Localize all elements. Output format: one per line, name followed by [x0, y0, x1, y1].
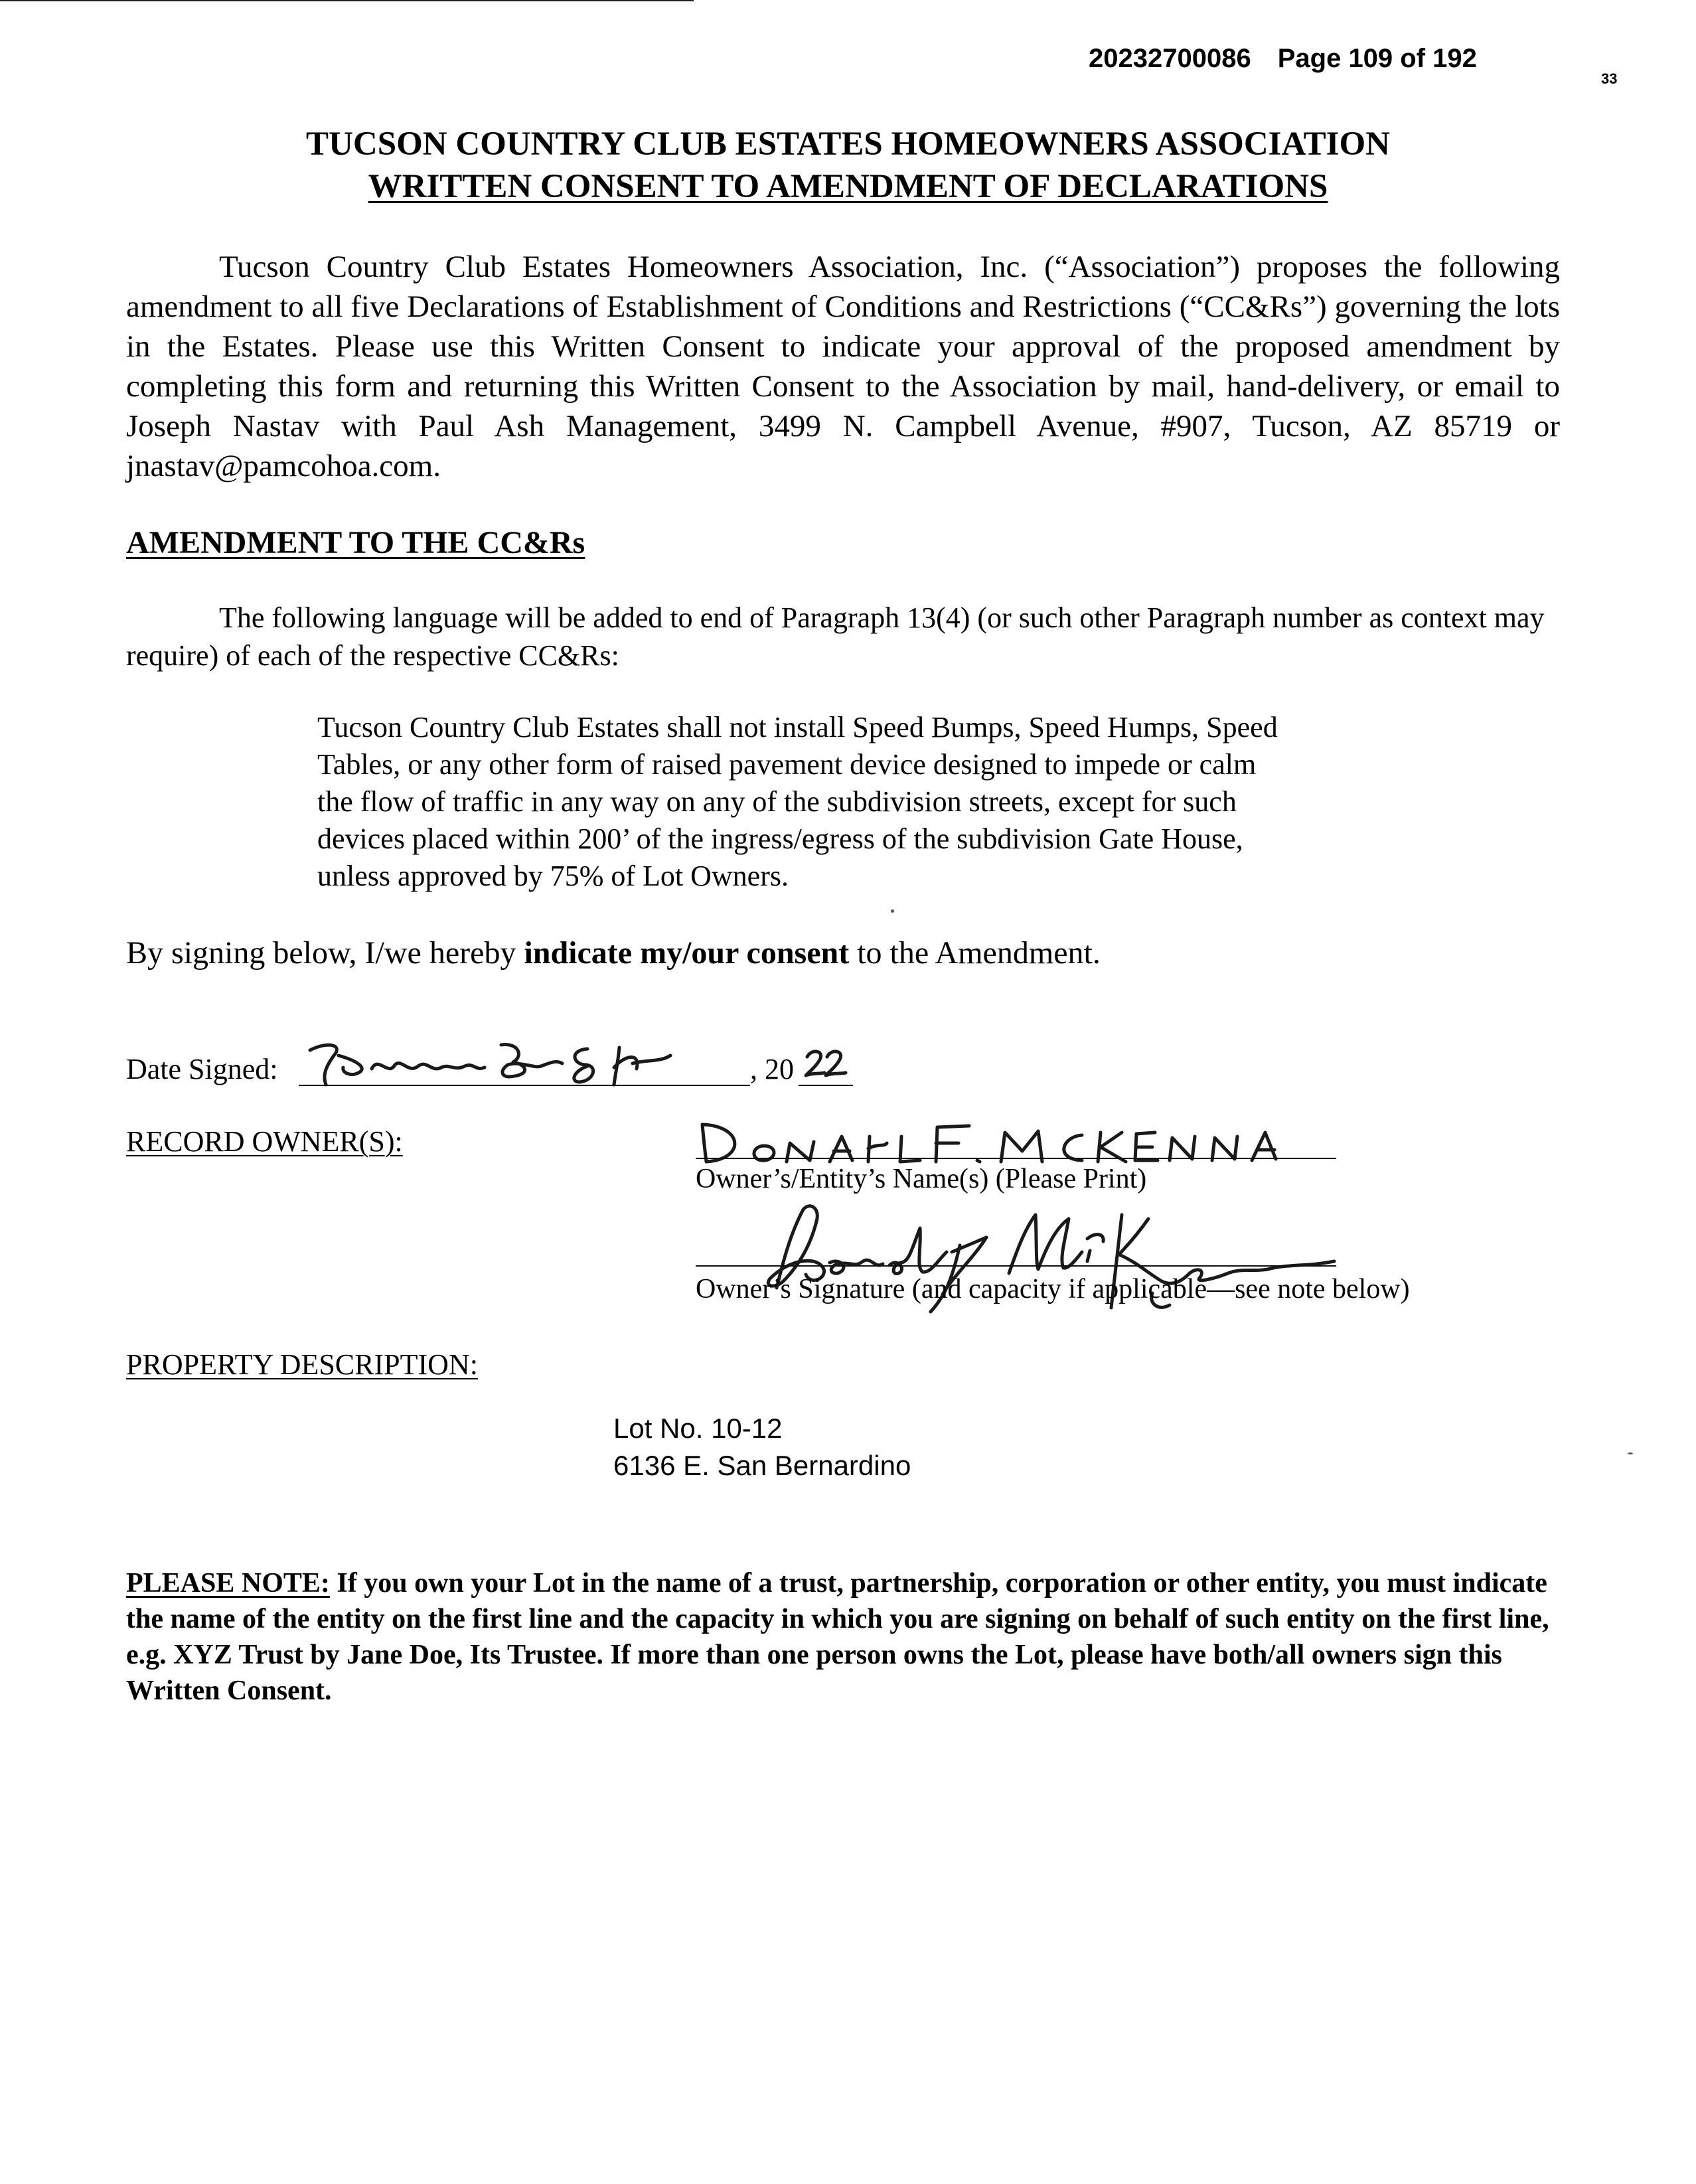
handwritten-year [803, 1048, 850, 1079]
top-border-line [0, 0, 694, 1]
form-title-text: WRITTEN CONSENT TO AMENDMENT OF DECLARATIONS [368, 168, 1328, 205]
consent-bold: indicate my/our consent [524, 935, 850, 971]
amendment-heading: AMENDMENT TO THE CC&Rs [126, 525, 585, 560]
signature-line[interactable] [696, 1265, 1336, 1267]
handwritten-date [302, 1036, 680, 1089]
property-address: 6136 E. San Bernardino [613, 1450, 911, 1481]
please-note-text: If you own your Lot in the name of a trust, partnership, corporation or other entity, you must indicate the name of the entity on the first line and the capacity in which you are signing on behalf of such entity on the first line, e.g. XYZ Trust by Jane Doe, Its Trustee. If more than one person owns the Lot, please have both/all owners sign this Written Consent. [126, 1568, 1549, 1706]
consent-statement [126, 935, 1101, 971]
property-description-label: PROPERTY DESCRIPTION: [126, 1348, 478, 1381]
association-title: TUCSON COUNTRY CLUB ESTATES HOMEOWNERS ASSOCIATION [306, 125, 1390, 163]
scan-speck [891, 909, 894, 913]
record-owners-label: RECORD OWNER(S): [126, 1125, 403, 1158]
document-number: 20232700086 [1089, 44, 1251, 73]
scan-mark [1628, 1452, 1633, 1454]
lot-number: Lot No. 10-12 [613, 1413, 783, 1444]
please-note-label: PLEASE NOTE: [126, 1568, 330, 1599]
consent-prefix: By signing below, I/we hereby [126, 935, 524, 971]
page-info: Page 109 of 192 [1277, 44, 1477, 73]
year-prefix: , 20 [750, 1053, 794, 1085]
date-signed-label: Date Signed: [126, 1053, 278, 1085]
owner-name-caption: Owner’s/Entity’s Name(s) (Please Print) [696, 1164, 1147, 1194]
document-header [1089, 44, 1477, 74]
amendment-lead-paragraph: The following language will be added to end of Paragraph 13(4) (or such other Paragraph number as context may require) of each of the respective CC&Rs: [126, 601, 1545, 672]
signature-caption: Owner’s Signature (and capacity if applicable—see note below) [696, 1274, 1410, 1304]
corner-page-number: 33 [1601, 70, 1618, 87]
please-note-paragraph [126, 1565, 1560, 1709]
year-line[interactable] [799, 1085, 853, 1086]
intro-paragraph: Tucson Country Club Estates Homeowners Association, Inc. (“Association”) proposes the following amendment to all five Declarations of Establishment of Conditions and Restrictions (“CC&Rs”) governing the lots in the Estates. Please use this Written Consent to indicate your approval of the proposed amendment by completing this form and returning this Written Consent to the Association by mail, hand-delivery, or email to Joseph Nastav with Paul Ash Management, 3499 N. Campbell Avenue, #907, Tucson, AZ 85719 or jnastav@pamcohoa.com. [126, 250, 1560, 483]
consent-suffix: to the Amendment. [849, 935, 1101, 971]
property-details [613, 1410, 911, 1484]
amendment-text: Tucson Country Club Estates shall not install Speed Bumps, Speed Humps, Speed Tables, or any other form of raised pavement device designed to impede or calm the flow of traffic in any way on any of the subdivision streets, except for such devices placed within 200’ of the ingress/egress of the subdivision Gate House, unless approved by 75% of Lot Owners. [317, 711, 1278, 892]
owner-name-line[interactable] [696, 1158, 1336, 1159]
form-title [0, 167, 1696, 206]
